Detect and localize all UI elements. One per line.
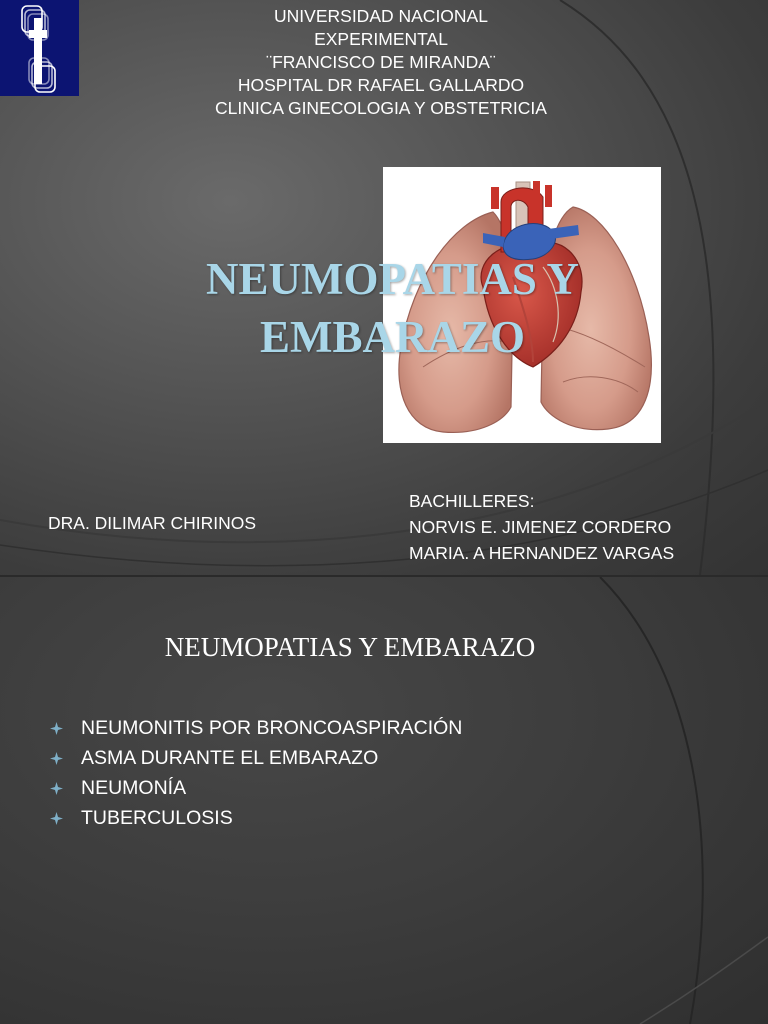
diamond-bullet-icon xyxy=(50,782,63,795)
list-item xyxy=(50,803,462,833)
university-logo xyxy=(0,0,79,96)
title-line: EMBARAZO xyxy=(259,312,525,362)
student-name: MARIA. A HERNANDEZ VARGAS xyxy=(409,543,675,563)
list-item xyxy=(50,743,462,773)
institution-line: ¨FRANCISCO DE MIRANDA¨ xyxy=(266,52,496,72)
diamond-bullet-icon xyxy=(50,722,63,735)
institution-line: HOSPITAL DR RAFAEL GALLARDO xyxy=(237,75,525,95)
content-slide xyxy=(0,577,768,1024)
title-line: NEUMOPATIAS Y xyxy=(206,254,579,304)
institution-header xyxy=(100,5,662,120)
list-item-label: ASMA DURANTE EL EMBARAZO xyxy=(81,747,379,769)
students-label: BACHILLERES: xyxy=(409,491,535,511)
list-item xyxy=(50,773,462,803)
presentation-title xyxy=(120,250,665,366)
institution-line: CLINICA GINECOLOGIA Y OBSTETRICIA xyxy=(215,98,547,118)
slide-title: NEUMOPATIAS Y EMBARAZO xyxy=(164,632,536,662)
institution-line: UNIVERSIDAD NACIONAL xyxy=(274,6,488,26)
institution-line: EXPERIMENTAL xyxy=(314,29,448,49)
advisor-name: DRA. DILIMAR CHIRINOS xyxy=(48,513,257,533)
student-name: NORVIS E. JIMENEZ CORDERO xyxy=(409,517,672,537)
diamond-bullet-icon xyxy=(50,812,63,825)
list-item-label: NEUMONÍA xyxy=(81,777,187,799)
diamond-bullet-icon xyxy=(50,752,63,765)
students-block xyxy=(409,488,674,566)
list-item-label: NEUMONITIS POR BRONCOASPIRACIÓN xyxy=(81,717,463,739)
list-item-label: TUBERCULOSIS xyxy=(81,807,233,829)
topic-list xyxy=(50,713,462,833)
list-item xyxy=(50,713,462,743)
